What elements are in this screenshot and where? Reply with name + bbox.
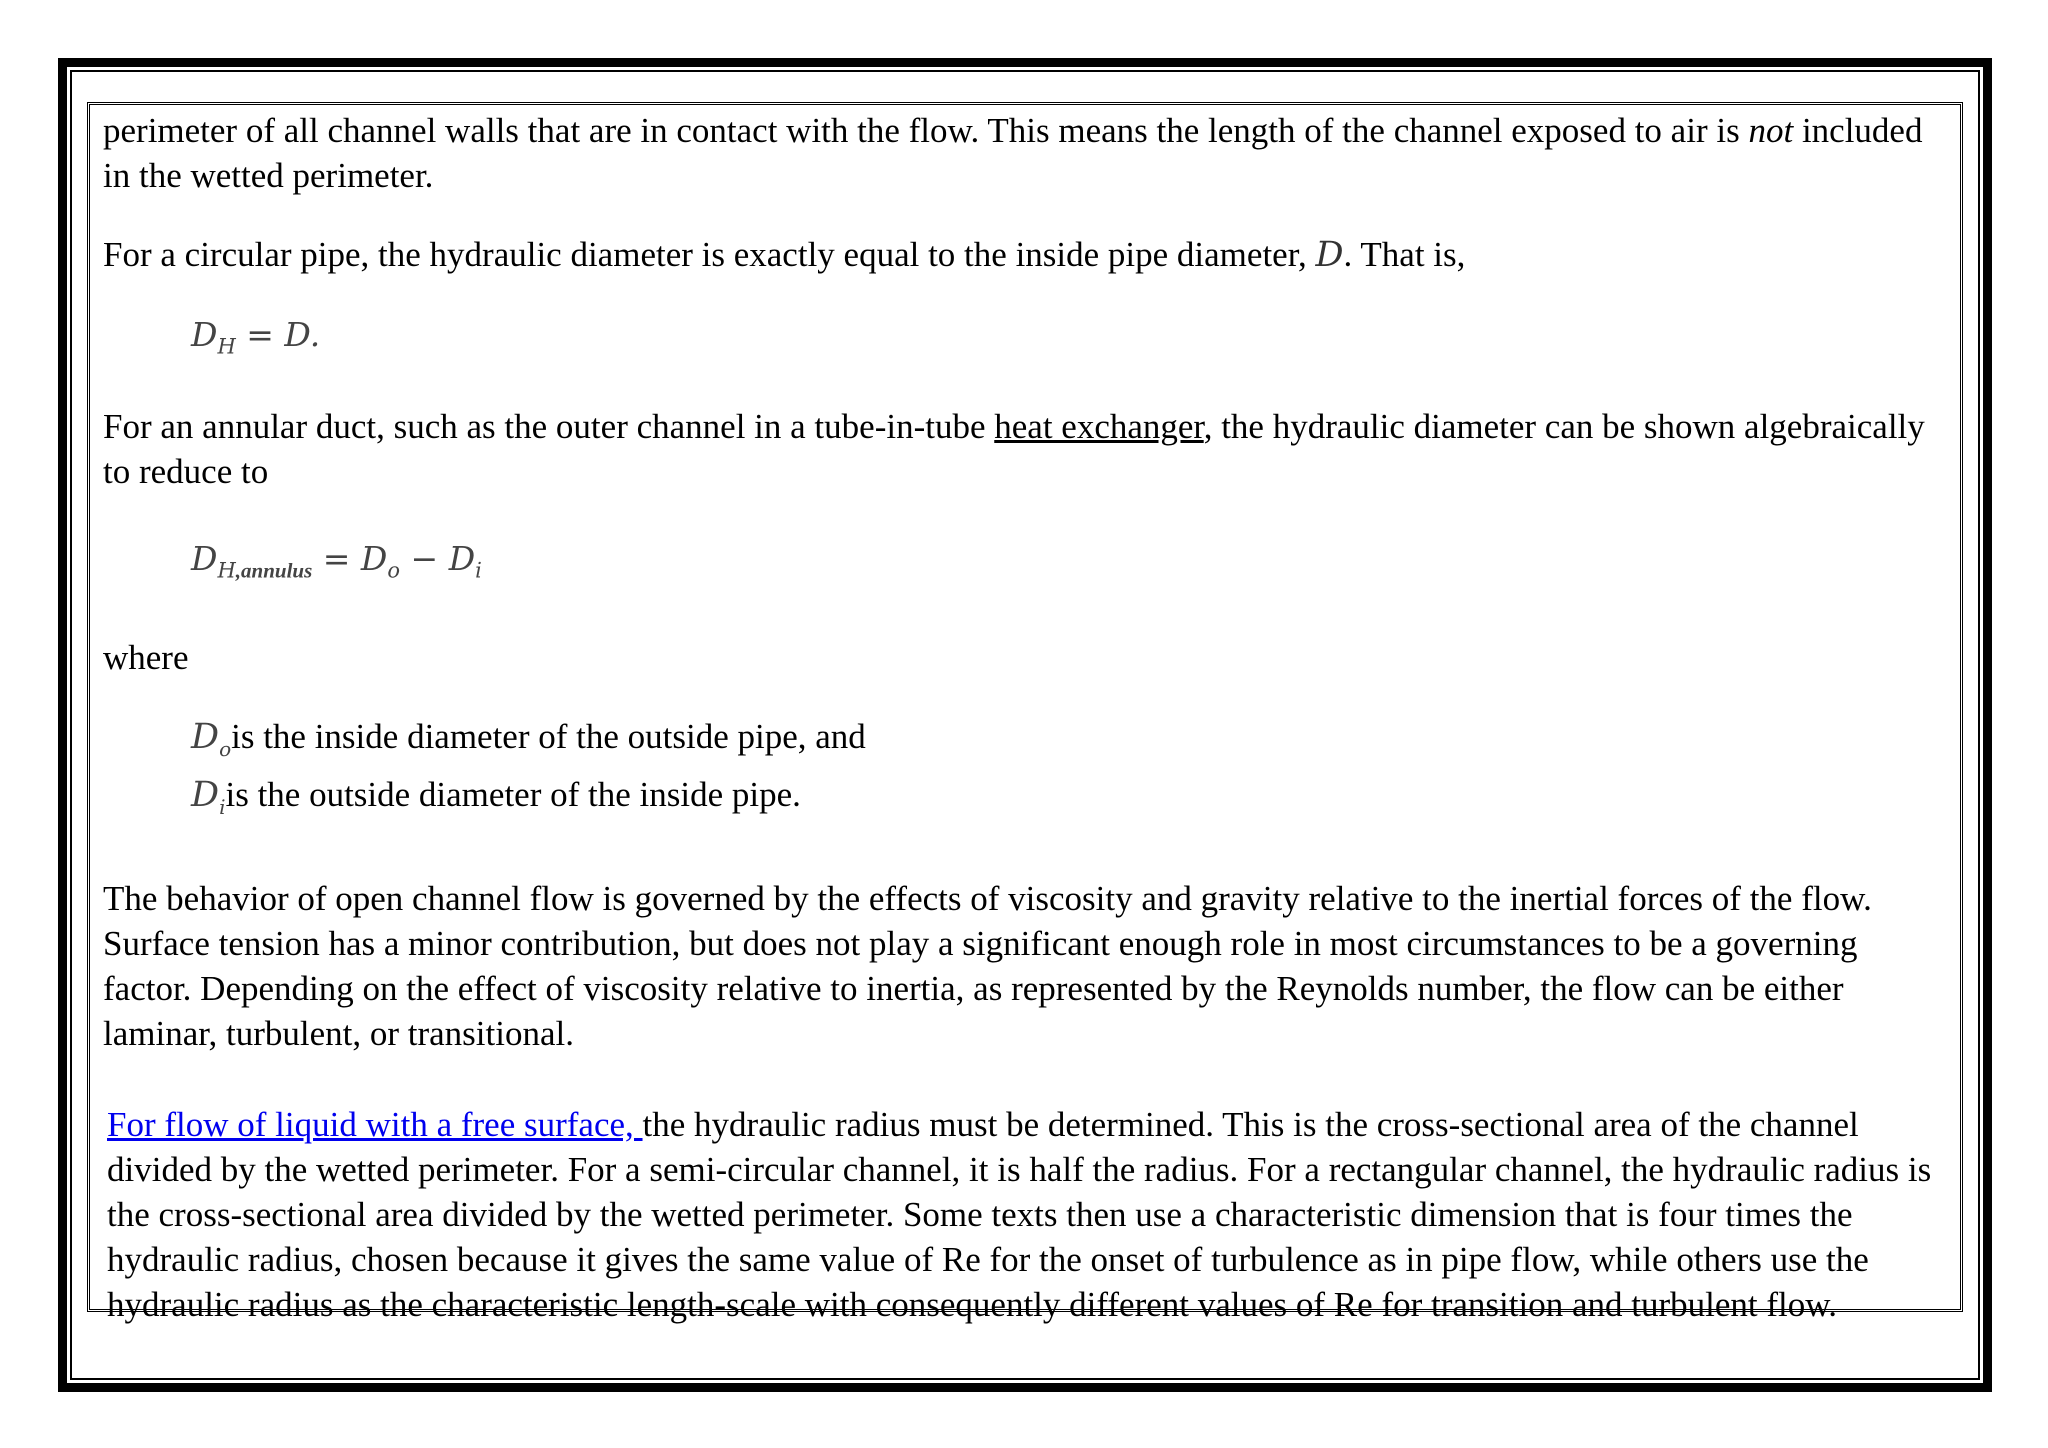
def-symbol-do: $D_o$ — [191, 717, 232, 762]
para2-symbol: D — [1315, 235, 1344, 275]
para3-before: For an annular duct, such as the outer channel in a tube-in-tube — [103, 406, 995, 446]
para2-before: For a circular pipe, the hydraulic diameter is exactly equal to the inside pipe diameter, — [103, 235, 1316, 274]
eq1-lhs-sub: H — [217, 334, 236, 359]
paragraph-circular-pipe — [103, 232, 1943, 278]
equation-circular — [103, 312, 1943, 370]
def-text-do: is the inside diameter of the outside pipe, and — [231, 717, 866, 757]
eq2-lhs: D — [191, 538, 218, 578]
eq2-minus: − — [400, 538, 449, 578]
eq1-rhs: = D. — [235, 315, 321, 354]
para1-rest: included in the wetted perimeter. — [103, 111, 1923, 195]
document-body — [103, 108, 1943, 1327]
eq1-lhs: D — [191, 315, 218, 354]
para1-line1: perimeter of all channel walls that are in contact with the flow. This means the length of the channel exposed to air is — [103, 111, 1740, 150]
where-label: where — [103, 638, 189, 678]
para5-text: the hydraulic radius must be determined. This is the cross-sectional area of the channel divided by the wetted perimeter. For a semi-circular channel, it is half the radius. For a rectangular channel, the hydraulic radius is the cross-sectional area divided by the wetted perimeter. Some texts then use a characteristic dimension that is four times the hydraulic radius, chosen because it gives the same value of Re for the onset of turbulence as in pipe flow, while others use the hydraulic radius as the characteristic length-scale with consequently different values of Re for transition and turbulent flow. — [107, 1105, 1932, 1325]
free-surface-link[interactable]: For flow of liquid with a free surface, — [107, 1105, 643, 1145]
paragraph-open-channel-flow: The behavior of open channel flow is governed by the effects of viscosity and gravity relative to the inertial forces of the flow. Surface tension has a minor contribution, but does not play a significant enough role in most circumstances to be a governing factor. Depending on the effect of viscosity relative to inertia, as represented by the Reynolds number, the flow can be either laminar, turbulent, or transitional. — [103, 879, 1872, 1054]
para1-emphasis: not — [1748, 111, 1794, 150]
definition-inner-pipe — [103, 772, 1943, 830]
paragraph-hydraulic-radius — [103, 1102, 1943, 1327]
eq2-lhs-sub-italic: H — [217, 558, 236, 583]
para3-after: , the hydraulic diameter can be shown algebraically to reduce to — [103, 406, 1925, 491]
paragraph-annular-duct — [103, 404, 1943, 494]
eq2-op: = — [312, 538, 361, 578]
eq2-term1: D — [360, 538, 388, 578]
equation-annulus — [103, 536, 1943, 594]
def-text-di: is the outside diameter of the inside pipe. — [225, 775, 801, 815]
eq2-term2: D — [448, 538, 476, 578]
heat-exchanger-link[interactable]: heat exchanger — [994, 406, 1204, 446]
eq2-lhs-sub-bold: ,annulus — [235, 558, 313, 583]
def-symbol-di: $D_i$ — [191, 775, 226, 820]
eq2-term1-sub: o — [387, 558, 401, 583]
eq2-term2-sub: i — [475, 558, 482, 583]
paragraph-wetted-perimeter — [103, 108, 1943, 198]
para2-after: . That is, — [1343, 235, 1466, 274]
definition-outer-pipe — [103, 714, 1943, 772]
